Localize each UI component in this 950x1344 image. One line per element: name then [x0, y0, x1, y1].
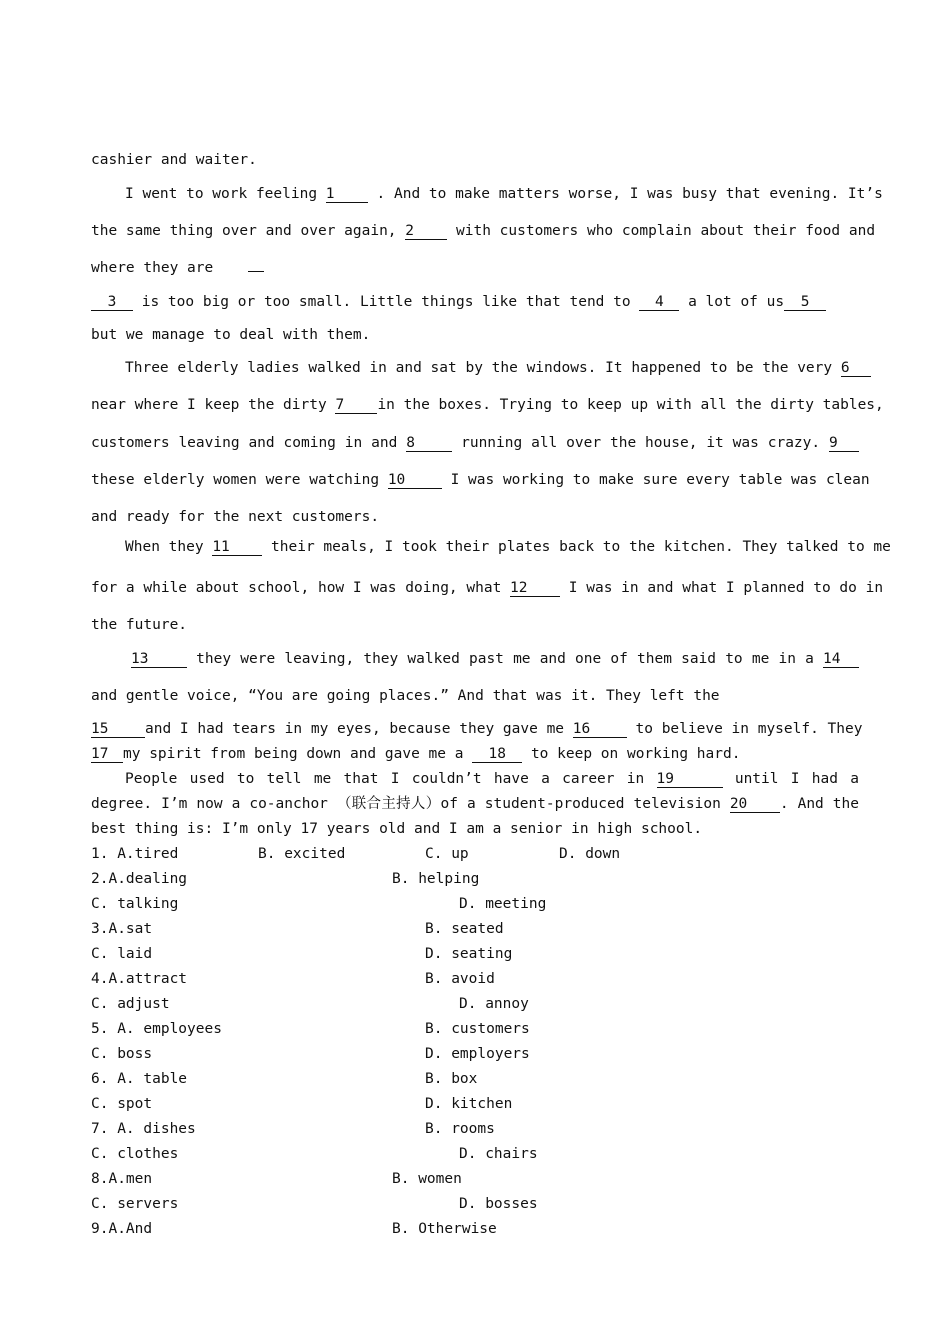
passage-text: to keep on working hard. — [530, 746, 741, 762]
blank-2[interactable]: 2 — [405, 223, 447, 240]
option-7-a[interactable]: 7. A. dishes — [91, 1121, 196, 1137]
blank-underline — [248, 271, 264, 272]
option-7-c[interactable]: C. clothes — [91, 1146, 179, 1162]
passage-line — [91, 616, 859, 634]
option-7-d[interactable]: D. chairs — [459, 1146, 538, 1162]
passage-line — [91, 720, 863, 738]
option-3-a[interactable]: 3.A.sat — [91, 921, 153, 937]
passage-line — [91, 795, 859, 813]
option-4-b[interactable]: B. avoid — [425, 971, 495, 987]
option-4-a[interactable]: 4.A.attract — [91, 971, 188, 987]
passage-text: but we manage to deal with them. — [91, 327, 371, 343]
option-6-b[interactable]: B. box — [425, 1071, 478, 1087]
option-3-d[interactable]: D. seating — [425, 946, 513, 962]
passage-text: these elderly women were watching — [91, 472, 380, 488]
passage-line — [91, 259, 859, 277]
passage-text: where they are — [91, 260, 214, 276]
blank-15[interactable]: 15 — [91, 721, 145, 738]
option-8-a[interactable]: 8.A.men — [91, 1171, 153, 1187]
passage-text: a lot of us — [688, 294, 785, 310]
passage-text: of a student-produced television — [440, 796, 721, 812]
passage-text: for a while about school, how I was doing, what — [91, 580, 502, 596]
passage-text: they were leaving, they walked past me and one of them said to me in a — [196, 651, 814, 667]
option-4-c[interactable]: C. adjust — [91, 996, 170, 1012]
passage-text: their meals, I took their plates back to the kitchen. They talked to me — [271, 539, 891, 555]
blank-7[interactable]: 7 — [335, 397, 377, 414]
passage-text: the same thing over and over again, — [91, 223, 397, 239]
blank-13[interactable]: 13 — [131, 651, 187, 668]
passage-line — [91, 359, 859, 377]
passage-text: running all over the house, it was crazy. — [461, 435, 821, 451]
option-2-c[interactable]: C. talking — [91, 896, 179, 912]
blank-6[interactable]: 6 — [841, 360, 871, 377]
passage-text: the future. — [91, 617, 188, 633]
blank-16[interactable]: 16 — [573, 721, 627, 738]
option-4-d[interactable]: D. annoy — [459, 996, 529, 1012]
blank-12[interactable]: 12 — [510, 580, 560, 597]
option-5-c[interactable]: C. boss — [91, 1046, 153, 1062]
passage-text: I was in and what I planned to do in — [568, 580, 884, 596]
passage-line — [91, 770, 859, 788]
passage-text: best thing is: I’m only 17 years old and I am a senior in high school. — [91, 821, 703, 837]
option-8-d[interactable]: D. bosses — [459, 1196, 538, 1212]
passage-text: and gentle voice, “You are going places.” And that was it. They left the — [91, 688, 720, 704]
passage-line — [91, 508, 859, 526]
blank-20[interactable]: 20 — [730, 796, 780, 813]
passage-line — [91, 222, 876, 240]
passage-text: Three elderly ladies walked in and sat by the windows. It happened to be the very — [125, 360, 833, 376]
option-5-a[interactable]: 5. A. employees — [91, 1021, 222, 1037]
passage-line — [91, 538, 891, 556]
option-6-c[interactable]: C. spot — [91, 1096, 153, 1112]
passage-text: to believe in myself. They — [635, 721, 863, 737]
option-6-d[interactable]: D. kitchen — [425, 1096, 513, 1112]
passage-text: I went to work feeling — [125, 186, 318, 202]
passage-text: near where I keep the dirty — [91, 397, 327, 413]
passage-line — [91, 579, 884, 597]
passage-line — [91, 326, 859, 344]
option-5-b[interactable]: B. customers — [425, 1021, 530, 1037]
blank-10[interactable]: 10 — [388, 472, 442, 489]
passage-line — [91, 185, 883, 203]
blank-9[interactable]: 9 — [829, 435, 859, 452]
passage-line — [91, 650, 859, 668]
option-1-b[interactable]: B. excited — [258, 846, 346, 862]
passage-line — [91, 471, 870, 489]
passage-text: （联合主持人） — [336, 796, 441, 812]
passage-text: customers leaving and coming in and — [91, 435, 398, 451]
passage-text: . And to make matters worse, I was busy that evening. It’s — [376, 186, 883, 202]
passage-text: in the boxes. Trying to keep up with all the dirty tables, — [377, 397, 884, 413]
passage-line — [91, 820, 859, 838]
blank-4[interactable]: 4 — [639, 294, 679, 311]
passage-text: degree. I’m now a co-anchor — [91, 796, 337, 812]
passage-text: When they — [125, 539, 204, 555]
blank-5[interactable]: 5 — [784, 294, 826, 311]
passage-text: is too big or too small. Little things like that tend to — [141, 294, 631, 310]
passage-text: I was working to make sure every table was clean — [450, 472, 870, 488]
option-9-b[interactable]: B. Otherwise — [392, 1221, 497, 1237]
option-6-a[interactable]: 6. A. table — [91, 1071, 188, 1087]
option-2-a[interactable]: 2.A.dealing — [91, 871, 188, 887]
passage-text: cashier and waiter. — [91, 152, 257, 168]
option-8-c[interactable]: C. servers — [91, 1196, 179, 1212]
passage-line — [91, 687, 859, 705]
option-3-b[interactable]: B. seated — [425, 921, 504, 937]
passage-text: . And the — [779, 796, 859, 812]
blank-19[interactable]: 19 — [657, 771, 723, 788]
blank-8[interactable]: 8 — [406, 435, 452, 452]
passage-text: People used to tell me that I couldn’t have a career in — [125, 771, 645, 787]
passage-line — [91, 745, 859, 763]
blank-17[interactable]: 17 — [91, 746, 123, 763]
passage-line — [91, 396, 884, 414]
option-2-b[interactable]: B. helping — [392, 871, 480, 887]
passage-line — [91, 151, 859, 169]
passage-text: and I had tears in my eyes, because they gave me — [145, 721, 565, 737]
option-5-d[interactable]: D. employers — [425, 1046, 530, 1062]
passage-text: my spirit from being down and gave me a — [123, 746, 464, 762]
passage-text: with customers who complain about their food and — [456, 223, 876, 239]
passage-text: and ready for the next customers. — [91, 509, 380, 525]
option-9-a[interactable]: 9.A.And — [91, 1221, 153, 1237]
passage-line — [91, 293, 859, 311]
blank-3[interactable]: 3 — [91, 294, 133, 311]
blank-14[interactable]: 14 — [823, 651, 859, 668]
option-8-b[interactable]: B. women — [392, 1171, 462, 1187]
option-1-d[interactable]: D. down — [559, 846, 621, 862]
option-1-a[interactable]: 1. A.tired — [91, 846, 179, 862]
option-2-d[interactable]: D. meeting — [459, 896, 547, 912]
passage-text: until I had a — [734, 771, 859, 787]
option-3-c[interactable]: C. laid — [91, 946, 153, 962]
blank-11[interactable]: 11 — [212, 539, 262, 556]
blank-1[interactable]: 1 — [326, 186, 368, 203]
blank-18[interactable]: 18 — [472, 746, 522, 763]
passage-line — [91, 434, 859, 452]
option-7-b[interactable]: B. rooms — [425, 1121, 495, 1137]
option-1-c[interactable]: C. up — [425, 846, 469, 862]
